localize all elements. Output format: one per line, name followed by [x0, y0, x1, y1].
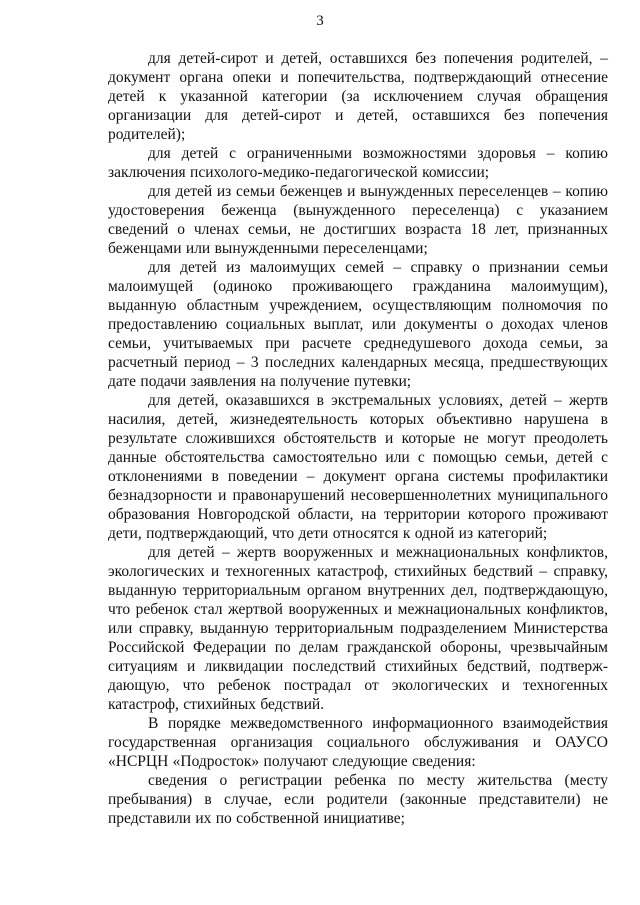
- paragraph-registration-info: сведения о регистрации ребенка по месту жительства (месту пребывания) в случае, если родители (законные представители) не представили их по собственной инициативе;: [108, 772, 608, 827]
- paragraph-extreme-conditions: для детей, оказавшихся в экстремальных условиях, детей – жертв насилия, детей, жизнедеятельность которых объективно нарушена в результате сложившихся обстоятельств и которые не могут преодолеть данные обстоятельства самостоятельно или с помощью семьи, детей с отклонениями в поведении – документ органа системы профилактики безнадзорности и правонарушений несовершеннолетних муниципального образования Новгородской области, на территории которого проживают дети, подтверждающий, что дети относятся к одной из категорий;: [108, 392, 608, 542]
- page-number: 3: [316, 13, 324, 29]
- paragraph-interagency: В порядке межведомственного информационного взаимодействия государственная организация социального обслуживания и ОАУСО «НСРЦН «Подросток» получают следующие сведения:: [108, 715, 608, 770]
- paragraph-low-income: для детей из малоимущих семей – справку о признании семьи малоимущей (одиноко проживающего гражданина малоимущим), выданную областным учреждением, осуществляющим полномочия по предоставлению социальных выплат, или документы о доходах членов семьи, учитываемых при расчете среднедушевого дохода семьи, за расчетный период – 3 последних календарных месяца, предшествующих дате подачи заявления на получение путевки;: [108, 259, 608, 390]
- paragraph-orphans: для детей-сирот и детей, оставшихся без попечения родителей, – документ органа опеки и попечительства, подтверждающий отнесение детей к указанной категории (за исключением случая обращения организации для детей-сирот и детей, оставшихся без попечения родителей);: [108, 50, 608, 143]
- paragraph-conflict-victims: для детей – жертв вооруженных и межнациональных конфликтов, экологических и техногенных катастроф, стихийных бедствий – справку, выданную территориальным органом внутренних дел, подтверждающую, что ребенок стал жертвой вооруженных и межнациональных конфликтов, или справку, выданную территориальным подразделением Министерства Российской Федерации по делам гражданской обороны, чрезвычайным ситуациям и ликвидации последствий стихийных бедствий, подтверж-дающую, что ребенок пострадал от экологических и техногенных катастроф, стихийных бедствий.: [108, 544, 608, 713]
- paragraph-refugees: для детей из семьи беженцев и вынужденных переселенцев – копию удостоверения беженца (вынужденного переселенца) с указанием сведений о членах семьи, не достигших возраста 18 лет, признанных беженцами или вынужденными переселенцами;: [108, 183, 608, 257]
- paragraph-disabilities: для детей с ограниченными возможностями здоровья – копию заключения психолого-медико-педагогической комиссии;: [108, 145, 608, 181]
- document-body: [108, 49, 608, 828]
